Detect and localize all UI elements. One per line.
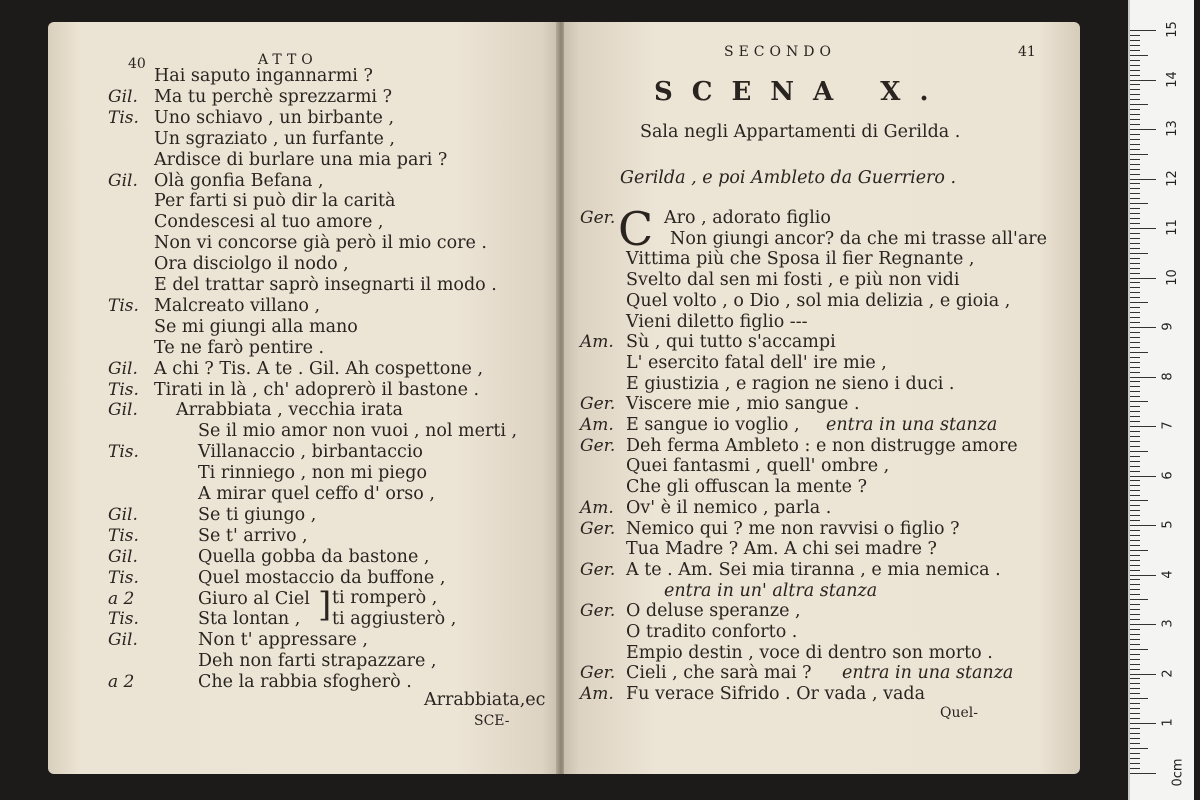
verse-line: Quei fantasmi , quell' ombre ,: [626, 456, 890, 477]
verse-line: Che la rabbia sfogherò .: [198, 672, 412, 693]
ruler-minor-tick: [1130, 669, 1140, 670]
ruler-minor-tick: [1130, 65, 1140, 66]
speaker-label: Gil.: [108, 400, 138, 421]
ruler-minor-tick: [1130, 584, 1140, 585]
verse-line: Che gli offuscan la mente ?: [626, 477, 867, 498]
verse-line: Te ne farò pentire .: [154, 337, 325, 358]
ruler-minor-tick: [1130, 629, 1140, 630]
ruler-number: 1: [1160, 718, 1176, 727]
ruler-minor-tick: [1130, 768, 1140, 769]
speaker-label: a 2: [108, 588, 135, 609]
verse-line: Non vi concorse già però il mio core .: [154, 233, 487, 254]
ruler-minor-tick: [1130, 243, 1140, 244]
verse-line: Ov' è il nemico , parla .: [626, 497, 832, 518]
ruler-minor-tick: [1130, 84, 1140, 85]
ruler-minor-tick: [1130, 664, 1140, 665]
verse-line: Ora disciolgo il nodo ,: [154, 254, 349, 275]
verse-line: Fu verace Sifrido . Or vada , vada: [626, 684, 926, 705]
ruler-minor-tick: [1130, 693, 1140, 694]
ruler-minor-tick: [1130, 659, 1140, 660]
ruler-minor-tick: [1130, 94, 1140, 95]
verse-line: Per farti si può dir la carità: [154, 191, 396, 212]
ruler-minor-tick: [1130, 570, 1140, 571]
scene-characters: Gerilda , e poi Ambleto da Guerriero .: [620, 168, 957, 188]
ruler-minor-tick: [1130, 317, 1140, 318]
ruler-minor-tick: [1130, 713, 1140, 714]
ruler-major-tick: [1130, 674, 1156, 675]
speaker-label: Gil.: [108, 546, 138, 567]
ruler-minor-tick: [1130, 416, 1140, 417]
ruler-minor-tick: [1130, 193, 1140, 194]
ruler-minor-tick: [1130, 565, 1140, 566]
running-head-left: ATTO: [258, 52, 318, 68]
verse-line: A mirar quel ceffo d' orso ,: [198, 484, 435, 504]
ruler-major-tick: [1130, 80, 1156, 81]
ruler-minor-tick: [1130, 213, 1140, 214]
ruler-minor-tick: [1130, 144, 1140, 145]
ruler-minor-tick: [1130, 530, 1140, 531]
verse-line: E sangue io voglio ,: [626, 415, 800, 435]
ruler-minor-tick: [1130, 386, 1140, 387]
ruler-major-tick: [1130, 476, 1156, 477]
ruler-minor-tick: [1130, 253, 1148, 254]
verse-line: Ma tu perchè sprezzarmi ?: [154, 86, 392, 107]
verse-line: L' esercito fatal dell' ire mie ,: [626, 352, 887, 373]
ruler-minor-tick: [1130, 292, 1140, 293]
verse-line: Tua Madre ? Am. A chi sei madre ?: [626, 539, 937, 560]
verse-line: Tirati in là , ch' adoprerò il bastone .: [154, 379, 480, 400]
verse-line: Non giungi ancor? da che mi trasse all'are: [670, 228, 1047, 249]
verse-line: Uno schiavo , un birbante ,: [154, 107, 395, 128]
ruler-minor-tick: [1130, 718, 1140, 719]
speaker-label: Ger.: [580, 518, 616, 539]
ruler-minor-tick: [1130, 708, 1140, 709]
verse-line: Empio destin , voce di dentro son morto .: [626, 642, 993, 663]
verse-line: E del trattar saprò insegnarti il modo .: [154, 275, 497, 295]
speaker-label: Ger.: [580, 601, 616, 622]
ruler-minor-tick: [1130, 520, 1140, 521]
ruler-minor-tick: [1130, 342, 1140, 343]
ruler-minor-tick: [1130, 302, 1148, 303]
ruler-minor-tick: [1130, 461, 1140, 462]
ruler-minor-tick: [1130, 560, 1140, 561]
ruler-minor-tick: [1130, 198, 1140, 199]
verse-line: Sta lontan ,: [198, 609, 301, 630]
verse-line: Vieni diletto figlio ---: [626, 311, 808, 332]
ruler-minor-tick: [1130, 446, 1140, 447]
ruler-minor-tick: [1130, 579, 1140, 580]
ruler-major-tick: [1130, 179, 1156, 180]
ruler-minor-tick: [1130, 307, 1140, 308]
ruler-minor-tick: [1130, 134, 1140, 135]
open-book: [48, 22, 1080, 774]
ruler-minor-tick: [1130, 703, 1140, 704]
ruler-major-tick: [1130, 377, 1156, 378]
ruler-minor-tick: [1130, 688, 1140, 689]
ruler-minor-tick: [1130, 431, 1140, 432]
verse-line: Quel mostaccio da buffone ,: [198, 567, 446, 588]
ruler-minor-tick: [1130, 208, 1140, 209]
ruler-minor-tick: [1130, 500, 1148, 501]
ruler-minor-tick: [1130, 287, 1140, 288]
catchword-left: SCE-: [474, 713, 510, 729]
verse-line: Olà gonfia Befana ,: [154, 170, 324, 191]
ruler-major-tick: [1130, 327, 1156, 328]
ruler-minor-tick: [1130, 550, 1148, 551]
verse-line: E giustizia , e ragion ne sieno i duci .: [626, 373, 955, 394]
ruler-minor-tick: [1130, 758, 1140, 759]
ruler-number: 13: [1164, 120, 1180, 137]
ruler-minor-tick: [1130, 282, 1140, 283]
speaker-label: Am.: [580, 332, 614, 353]
ruler-minor-tick: [1130, 312, 1140, 313]
ruler-major-tick: [1130, 575, 1156, 576]
ruler-minor-tick: [1130, 406, 1140, 407]
ruler-major-tick: [1130, 30, 1156, 31]
ruler-minor-tick: [1130, 89, 1140, 90]
ruler-number: 4: [1160, 569, 1176, 579]
ruler-minor-tick: [1130, 535, 1140, 536]
ruler-minor-tick: [1130, 233, 1140, 234]
speaker-label: Tis.: [108, 107, 139, 128]
ruler-minor-tick: [1130, 109, 1140, 110]
ruler-minor-tick: [1130, 174, 1140, 175]
ruler-minor-tick: [1130, 347, 1140, 348]
ruler-minor-tick: [1130, 594, 1140, 595]
verse-line: Quella gobba da bastone ,: [198, 546, 430, 567]
ruler-minor-tick: [1130, 149, 1140, 150]
ruler-minor-tick: [1130, 634, 1140, 635]
closing-cue: Arrabbiata,ec: [424, 690, 546, 710]
ruler-minor-tick: [1130, 748, 1148, 749]
ruler-major-tick: [1130, 525, 1156, 526]
ruler-minor-tick: [1130, 401, 1148, 402]
ruler-minor-tick: [1130, 337, 1140, 338]
ruler-major-tick: [1130, 129, 1156, 130]
ruler-number: 3: [1160, 619, 1176, 628]
ruler-number: 9: [1160, 322, 1176, 331]
ruler-number: 12: [1164, 169, 1180, 187]
ruler-minor-tick: [1130, 188, 1140, 189]
scene-title: SCENA X.: [654, 77, 948, 107]
ruler-major-tick: [1130, 228, 1156, 229]
catchword-right: Quel-: [940, 705, 978, 721]
ruler-minor-tick: [1130, 367, 1140, 368]
ruler-major-tick: [1130, 426, 1156, 427]
speaker-label: Gil.: [108, 358, 138, 379]
ruler-minor-tick: [1130, 515, 1140, 516]
ruler-minor-tick: [1130, 381, 1140, 382]
right-page: [564, 22, 1080, 774]
ruler-number: 14: [1164, 70, 1180, 88]
ruler-minor-tick: [1130, 55, 1148, 56]
ruler-minor-tick: [1130, 421, 1140, 422]
speaker-label: Ger.: [580, 559, 616, 580]
ruler-minor-tick: [1130, 223, 1140, 224]
verse-line: A chi ? Tis. A te . Gil. Ah cospettone ,: [154, 358, 484, 379]
ruler-number: 15: [1164, 21, 1180, 38]
ruler-minor-tick: [1130, 35, 1140, 36]
measuring-ruler: [1128, 0, 1194, 800]
stage-direction: entra in un' altra stanza: [664, 580, 878, 601]
verse-line: Viscere mie , mio sangue .: [626, 394, 860, 415]
verse-line: Giuro al Ciel: [198, 588, 310, 609]
verse-line: Ti rinniego , non mi piego: [198, 463, 428, 484]
ruler-minor-tick: [1130, 599, 1148, 600]
verse-line: O deluse speranze ,: [626, 601, 801, 622]
verse-line: Ardisce di burlare una mia pari ?: [154, 149, 448, 170]
ruler-minor-tick: [1130, 258, 1140, 259]
ruler-minor-tick: [1130, 60, 1140, 61]
ruler-minor-tick: [1130, 614, 1140, 615]
drop-capital: C: [618, 202, 654, 256]
scene-setting: Sala negli Appartamenti di Gerilda .: [640, 122, 961, 142]
stage-direction: entra in una stanza: [826, 415, 998, 435]
ruler-minor-tick: [1130, 396, 1140, 397]
speaker-label: Am.: [580, 415, 614, 435]
ruler-minor-tick: [1130, 114, 1140, 115]
ruler-minor-tick: [1130, 263, 1140, 264]
ruler-major-tick: [1130, 723, 1156, 724]
verse-line: Se ti giungo ,: [198, 504, 317, 525]
verse-line: Quel volto , o Dio , sol mia delizia , e gioia ,: [626, 290, 1011, 311]
speaker-label: Ger.: [580, 435, 616, 456]
ruler-minor-tick: [1130, 99, 1140, 100]
ruler-number: 11: [1164, 219, 1180, 236]
verse-line: Arrabbiata , vecchia irata: [176, 400, 403, 421]
speaker-label: Tis.: [108, 525, 139, 546]
ruler-minor-tick: [1130, 471, 1140, 472]
ruler-minor-tick: [1130, 480, 1140, 481]
ruler-minor-tick: [1130, 75, 1140, 76]
verse-line: Malcreato villano ,: [154, 295, 321, 316]
verse-line: Un sgraziato , un furfante ,: [154, 128, 395, 149]
ruler-minor-tick: [1130, 466, 1140, 467]
ruler-number: 8: [1160, 371, 1176, 381]
ruler-minor-tick: [1130, 743, 1140, 744]
page-number-right: 41: [1018, 44, 1036, 60]
ruler-major-tick: [1130, 278, 1156, 279]
ruler-minor-tick: [1130, 733, 1140, 734]
ruler-minor-tick: [1130, 451, 1148, 452]
speaker-label: Tis.: [108, 567, 139, 588]
verse-line: Non t' appressare ,: [198, 630, 368, 651]
ruler-minor-tick: [1130, 639, 1140, 640]
ruler-minor-tick: [1130, 50, 1140, 51]
verse-line: O tradito conforto .: [626, 622, 798, 642]
ruler-minor-tick: [1130, 139, 1140, 140]
ruler-minor-tick: [1130, 654, 1140, 655]
ruler-minor-tick: [1130, 104, 1148, 105]
verse-line: Villanaccio , birbantaccio: [198, 442, 423, 463]
ruler-minor-tick: [1130, 436, 1140, 437]
ruler-number: 0cm: [1170, 757, 1186, 787]
ruler-minor-tick: [1130, 273, 1140, 274]
verse-line: Hai saputo ingannarmi ?: [154, 66, 373, 86]
verse-line: Deh ferma Ambleto : e non distrugge amore: [626, 435, 1018, 456]
speaker-label: Tis.: [108, 442, 139, 463]
speaker-label: Ger.: [580, 208, 616, 228]
brace-symbol: ]: [318, 585, 332, 625]
speaker-label: Gil.: [108, 504, 138, 525]
ruler-minor-tick: [1130, 505, 1140, 506]
ruler-minor-tick: [1130, 649, 1148, 650]
ruler-minor-tick: [1130, 763, 1140, 764]
verse-line: Condescesi al tuo amore ,: [154, 212, 384, 233]
verse-line: Svelto dal sen mi fosti , e più non vidi: [626, 270, 960, 291]
ruler-minor-tick: [1130, 738, 1140, 739]
ruler-minor-tick: [1130, 604, 1140, 605]
ruler-minor-tick: [1130, 555, 1140, 556]
ruler-minor-tick: [1130, 124, 1140, 125]
ruler-minor-tick: [1130, 728, 1140, 729]
running-head-right: SECONDO: [724, 44, 836, 60]
ruler-minor-tick: [1130, 495, 1140, 496]
speaker-label: Ger.: [580, 394, 616, 415]
speaker-label: Gil.: [108, 630, 138, 651]
ruler-number: 10: [1164, 268, 1180, 286]
ruler-minor-tick: [1130, 510, 1140, 511]
verse-line: Cieli , che sarà mai ?: [626, 663, 812, 684]
ruler-minor-tick: [1130, 119, 1140, 120]
ruler-minor-tick: [1130, 456, 1140, 457]
page-number-left: 40: [128, 56, 146, 72]
ruler-minor-tick: [1130, 391, 1140, 392]
ruler-minor-tick: [1130, 45, 1140, 46]
speaker-label: Gil.: [108, 86, 138, 107]
ruler-minor-tick: [1130, 609, 1140, 610]
ruler-minor-tick: [1130, 485, 1140, 486]
ruler-minor-tick: [1130, 238, 1140, 239]
ruler-minor-tick: [1130, 332, 1140, 333]
ruler-minor-tick: [1130, 218, 1140, 219]
ruler-number: 5: [1160, 520, 1176, 529]
speaker-label: Tis.: [108, 379, 139, 400]
ruler-minor-tick: [1130, 322, 1140, 323]
ruler-minor-tick: [1130, 644, 1140, 645]
ruler-minor-tick: [1130, 352, 1148, 353]
ruler-minor-tick: [1130, 545, 1140, 546]
left-page: [48, 22, 558, 774]
ruler-minor-tick: [1130, 164, 1140, 165]
speaker-label: Am.: [580, 497, 614, 518]
ruler-minor-tick: [1130, 297, 1140, 298]
ruler-minor-tick: [1130, 159, 1140, 160]
ruler-minor-tick: [1130, 698, 1148, 699]
speaker-label: Tis.: [108, 295, 139, 316]
verse-line: A te . Am. Sei mia tiranna , e mia nemica .: [626, 559, 1001, 580]
ruler-minor-tick: [1130, 203, 1148, 204]
ruler-minor-tick: [1130, 589, 1140, 590]
ruler-minor-tick: [1130, 268, 1140, 269]
ruler-number: 7: [1160, 421, 1176, 430]
verse-line: Sù , qui tutto s'accampi: [626, 332, 836, 353]
verse-line: Se mi giungi alla mano: [154, 316, 358, 337]
ruler-minor-tick: [1130, 678, 1140, 679]
verse-line: Aro , adorato figlio: [664, 208, 831, 228]
brace-line-1: ti romperò ,: [332, 588, 438, 608]
ruler-minor-tick: [1130, 183, 1140, 184]
ruler-minor-tick: [1130, 154, 1148, 155]
ruler-number: 6: [1160, 470, 1176, 480]
verse-line: Vittima più che Sposa il fier Regnante ,: [626, 249, 975, 270]
speaker-label: a 2: [108, 672, 135, 693]
stage-direction: entra in una stanza: [842, 663, 1014, 684]
ruler-minor-tick: [1130, 619, 1140, 620]
ruler-minor-tick: [1130, 683, 1140, 684]
ruler-minor-tick: [1130, 357, 1140, 358]
speaker-label: Gil.: [108, 170, 138, 191]
ruler-major-tick: [1130, 624, 1156, 625]
ruler-minor-tick: [1130, 40, 1140, 41]
verse-line: Deh non farti strapazzare ,: [198, 651, 437, 672]
ruler-minor-tick: [1130, 540, 1140, 541]
ruler-minor-tick: [1130, 753, 1140, 754]
speaker-label: Tis.: [108, 609, 139, 630]
ruler-minor-tick: [1130, 490, 1140, 491]
verse-line: Se t' arrivo ,: [198, 525, 308, 546]
ruler-minor-tick: [1130, 248, 1140, 249]
ruler-minor-tick: [1130, 411, 1140, 412]
speaker-label: Am.: [580, 684, 614, 705]
verse-line: Nemico qui ? me non ravvisi o figlio ?: [626, 518, 960, 539]
ruler-minor-tick: [1130, 362, 1140, 363]
ruler-minor-tick: [1130, 169, 1140, 170]
ruler-number: 2: [1160, 668, 1176, 678]
brace-line-2: ti aggiusterò ,: [332, 609, 457, 629]
ruler-minor-tick: [1130, 70, 1140, 71]
speaker-label: Ger.: [580, 663, 616, 684]
ruler-major-tick: [1130, 773, 1156, 774]
verse-line: Se il mio amor non vuoi , nol merti ,: [198, 421, 518, 442]
ruler-minor-tick: [1130, 372, 1140, 373]
ruler-minor-tick: [1130, 441, 1140, 442]
